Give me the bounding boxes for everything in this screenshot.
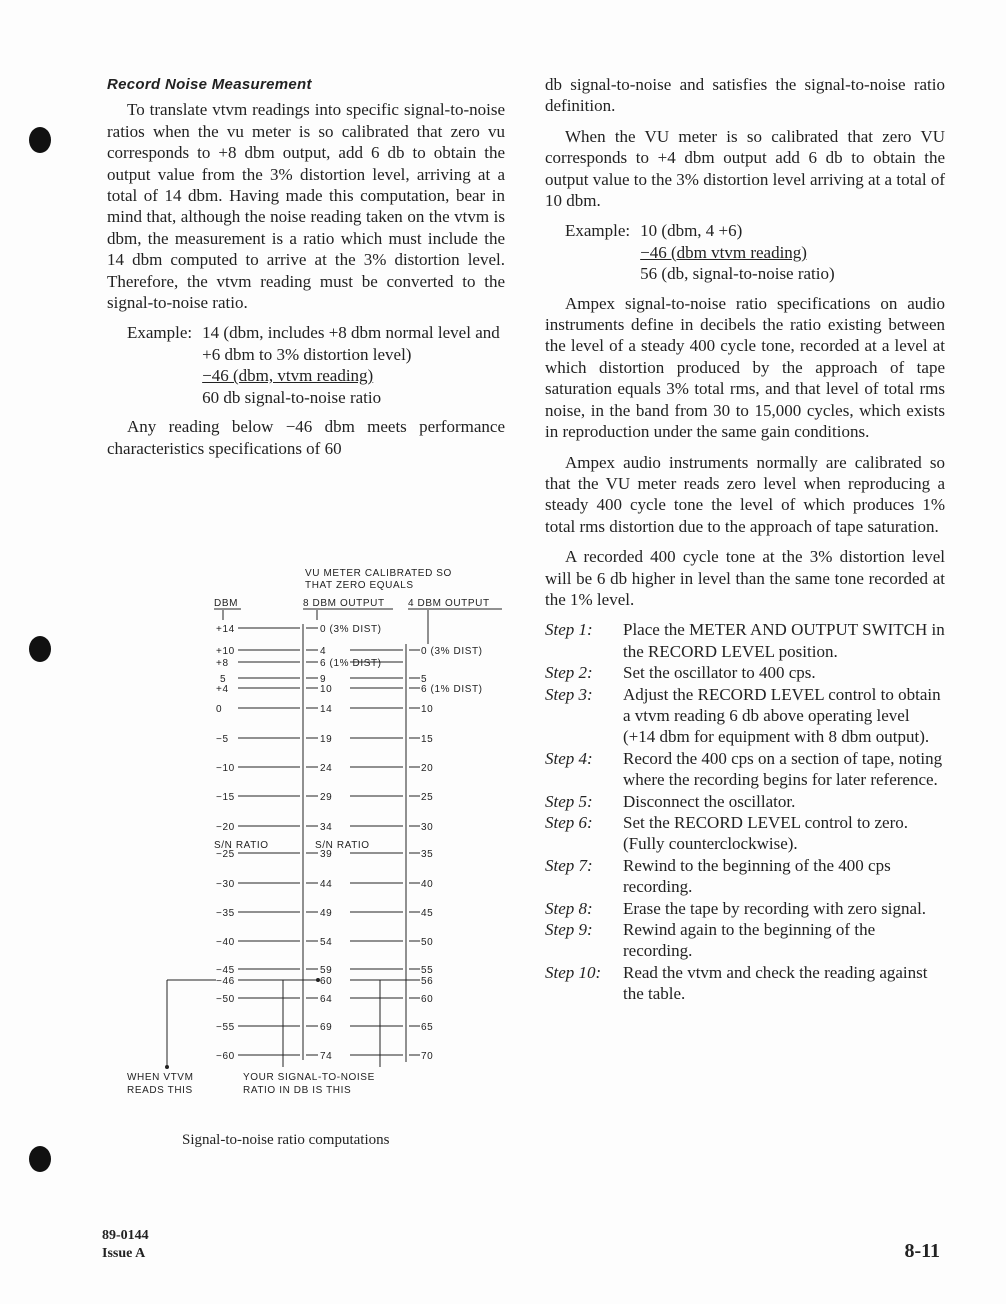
paragraph: Ampex signal-to-noise ratio specifications on audio instruments define in decibels the ratio existing between the level of a steady 400 cycle tone, recorded at a level at which distortion produced by the approach of tape saturation equals 3% total rms, and that level of total rms noise, in the band from 30 to 15,000 cycles, which exists in reproduction under the same gain conditions. xyxy=(545,293,945,442)
step-label: Step 1: xyxy=(545,620,593,640)
section-heading: Record Noise Measurement xyxy=(107,76,312,93)
step-label: Step 4: xyxy=(545,748,593,768)
caption-right: RATIO IN DB IS THIS xyxy=(243,1085,352,1096)
8dbm-ratio-value: 6 (1% DIST) xyxy=(320,658,382,669)
paragraph: Any reading below −46 dbm meets performance characteristics specifications of 60 xyxy=(107,417,505,458)
paragraph: db signal-to-noise and satisfies the signal-to-noise ratio definition. xyxy=(545,75,945,116)
column-header-dbm: DBM xyxy=(214,598,239,609)
4dbm-ratio-value: 55 xyxy=(421,965,434,976)
8dbm-ratio-value: 4 xyxy=(320,646,327,657)
step-text: Set the oscillator to 400 cps. xyxy=(623,663,816,683)
dbm-value: −45 xyxy=(216,965,235,976)
step-item xyxy=(545,898,945,919)
punch-hole xyxy=(29,636,51,662)
8dbm-ratio-value: 24 xyxy=(320,763,333,774)
diagram-title: THAT ZERO EQUALS xyxy=(305,580,414,591)
4dbm-ratio-value: 40 xyxy=(421,879,434,890)
step-label: Step 2: xyxy=(545,663,593,683)
right-column xyxy=(545,74,945,1005)
step-item xyxy=(545,684,945,748)
step-item xyxy=(545,748,945,791)
dbm-value: +4 xyxy=(216,684,229,695)
step-text: Read the vtvm and check the reading against the table. xyxy=(623,962,928,1004)
dbm-value: +10 xyxy=(216,646,235,657)
step-label: Step 5: xyxy=(545,791,593,811)
example-line: −46 (dbm, vtvm reading) xyxy=(202,366,374,386)
step-label: Step 10: xyxy=(545,962,602,982)
step-text: Place the METER AND OUTPUT SWITCH in the RECORD LEVEL position. xyxy=(623,620,945,661)
step-text: Set the RECORD LEVEL control to zero. (Fully counterclockwise). xyxy=(623,813,909,854)
figure-caption: Signal-to-noise ratio computations xyxy=(182,1132,390,1148)
8dbm-ratio-value: 49 xyxy=(320,908,333,919)
diagram-title: VU METER CALIBRATED SO xyxy=(305,568,452,579)
punch-hole xyxy=(29,1146,51,1172)
step-text: Rewind again to the beginning of the recording. xyxy=(623,920,876,961)
step-item xyxy=(545,855,945,898)
4dbm-ratio-value: 15 xyxy=(421,734,434,745)
dbm-value: −46 xyxy=(216,976,235,987)
example-label: Example: xyxy=(565,221,631,241)
example-line: 60 db signal-to-noise ratio xyxy=(202,387,382,407)
4dbm-ratio-value: 60 xyxy=(421,994,434,1005)
step-list xyxy=(545,619,945,1004)
4dbm-ratio-value: 56 xyxy=(421,976,434,987)
8dbm-ratio-value: 29 xyxy=(320,792,333,803)
pointer-dot xyxy=(165,1065,169,1069)
example-line: 14 (dbm, includes +8 dbm normal level and +6 dbm to 3% distortion level) xyxy=(202,323,500,364)
8dbm-ratio-value: 39 xyxy=(320,849,333,860)
paragraph: A recorded 400 cycle tone at the 3% distortion level will be 6 db higher in level than the same tone recorded at the 1% level. xyxy=(545,547,945,609)
8dbm-ratio-value: 69 xyxy=(320,1022,333,1033)
step-text: Rewind to the beginning of the 400 cps recording. xyxy=(623,855,891,897)
4dbm-ratio-value: 30 xyxy=(421,822,434,833)
4dbm-ratio-value: 0 (3% DIST) xyxy=(421,646,483,657)
dbm-value: −25 xyxy=(216,849,235,860)
paragraph: To translate vtvm readings into specific signal-to-noise ratios when the vu meter is so calibrated that zero vu corresponds to +8 dbm output, add 6 db to obtain the output value from the 3% distortion level, arriving at a total of 14 dbm. Having made this computation, bear in mind that, although the noise reading taken on the vtvm is dbm, the measurement is a ratio which must include the 14 dbm computed to arrive at the 3% distortion level. Therefore, the vtvm reading must be converted to the signal-to-noise ratio. xyxy=(107,100,505,313)
column-header-8dbm: 8 DBM OUTPUT xyxy=(303,598,385,609)
dbm-value: −30 xyxy=(216,879,235,890)
dbm-value: −50 xyxy=(216,994,235,1005)
paragraph: When the VU meter is so calibrated that zero VU corresponds to +4 dbm output add 6 db to obtain the output value to the 3% distortion level arriving at a total of 10 dbm. xyxy=(545,126,945,211)
step-text: Disconnect the oscillator. xyxy=(623,791,796,811)
example-block xyxy=(127,322,505,408)
dbm-value: +14 xyxy=(216,624,235,635)
step-label: Step 6: xyxy=(545,813,593,832)
8dbm-ratio-value: 64 xyxy=(320,994,333,1005)
example-label: Example: xyxy=(127,323,193,343)
caption-left: READS THIS xyxy=(127,1085,193,1096)
step-label: Step 3: xyxy=(545,684,593,704)
pointer-dot xyxy=(316,978,320,982)
left-column xyxy=(107,74,505,468)
punch-hole xyxy=(29,127,51,153)
step-text: Record the 400 cps on a section of tape, noting where the recording begins for later reference. xyxy=(623,748,943,790)
step-item xyxy=(545,962,945,1005)
8dbm-ratio-value: 54 xyxy=(320,937,333,948)
8dbm-ratio-value: 0 (3% DIST) xyxy=(320,624,382,635)
issue-label: Issue A xyxy=(102,1246,146,1261)
8dbm-ratio-value: 44 xyxy=(320,879,333,890)
4dbm-ratio-value: 50 xyxy=(421,937,434,948)
step-text: Adjust the RECORD LEVEL control to obtain a vtvm reading 6 db above operating level (+14 dbm for equipment with 8 dbm output). xyxy=(623,684,941,747)
example-line: 56 (db, signal-to-noise ratio) xyxy=(640,264,835,284)
step-label: Step 8: xyxy=(545,898,593,918)
example-line: −46 (dbm vtvm reading) xyxy=(640,242,807,262)
step-label: Step 9: xyxy=(545,920,593,940)
page-number: 8-11 xyxy=(904,1240,940,1262)
step-item xyxy=(545,812,945,855)
step-item xyxy=(545,919,945,962)
8dbm-ratio-value: 19 xyxy=(320,734,333,745)
8dbm-ratio-value: 34 xyxy=(320,822,333,833)
sn-ratio-label: S/N RATIO xyxy=(315,840,370,851)
4dbm-ratio-value: 35 xyxy=(421,849,434,860)
dbm-value: 0 xyxy=(216,704,223,715)
dbm-value: −60 xyxy=(216,1051,235,1062)
8dbm-ratio-value: 60 xyxy=(320,976,333,987)
dbm-value: −20 xyxy=(216,822,235,833)
8dbm-ratio-value: 10 xyxy=(320,684,333,695)
8dbm-ratio-value: 74 xyxy=(320,1051,333,1062)
8dbm-ratio-value: 9 xyxy=(320,674,327,685)
document-number: 89-0144 xyxy=(102,1228,149,1243)
caption-right: YOUR SIGNAL-TO-NOISE xyxy=(243,1072,375,1083)
sn-ratio-label: S/N RATIO xyxy=(214,840,269,851)
4dbm-ratio-value: 20 xyxy=(421,763,434,774)
dbm-value: 5 xyxy=(220,674,227,685)
4dbm-ratio-value: 45 xyxy=(421,908,434,919)
step-item xyxy=(545,619,945,662)
8dbm-ratio-value: 14 xyxy=(320,704,333,715)
dbm-value: −15 xyxy=(216,792,235,803)
example-line: 10 (dbm, 4 +6) xyxy=(640,221,743,241)
4dbm-ratio-value: 10 xyxy=(421,704,434,715)
dbm-value: +8 xyxy=(216,658,229,669)
dbm-value: −55 xyxy=(216,1022,235,1033)
4dbm-ratio-value: 65 xyxy=(421,1022,434,1033)
dbm-value: −10 xyxy=(216,763,235,774)
dbm-value: −5 xyxy=(216,734,229,745)
8dbm-ratio-value: 59 xyxy=(320,965,333,976)
step-item xyxy=(545,662,945,683)
4dbm-ratio-value: 25 xyxy=(421,792,434,803)
step-text: Erase the tape by recording with zero signal. xyxy=(623,898,927,918)
column-header-4dbm: 4 DBM OUTPUT xyxy=(408,598,490,609)
example-block xyxy=(565,220,945,284)
dbm-value: −40 xyxy=(216,937,235,948)
4dbm-ratio-value: 5 xyxy=(421,674,428,685)
paragraph: Ampex audio instruments normally are calibrated so that the VU meter reads zero level when reproducing a steady 400 cycle tone the level of which produces 1% total rms distortion due to the approach of tape saturation. xyxy=(545,452,945,536)
step-label: Step 7: xyxy=(545,855,593,875)
step-item xyxy=(545,791,945,812)
4dbm-ratio-value: 6 (1% DIST) xyxy=(421,684,483,695)
dbm-value: −35 xyxy=(216,908,235,919)
signal-to-noise-diagram xyxy=(110,560,510,1105)
4dbm-ratio-value: 70 xyxy=(421,1051,434,1062)
caption-left: WHEN VTVM xyxy=(127,1072,194,1083)
